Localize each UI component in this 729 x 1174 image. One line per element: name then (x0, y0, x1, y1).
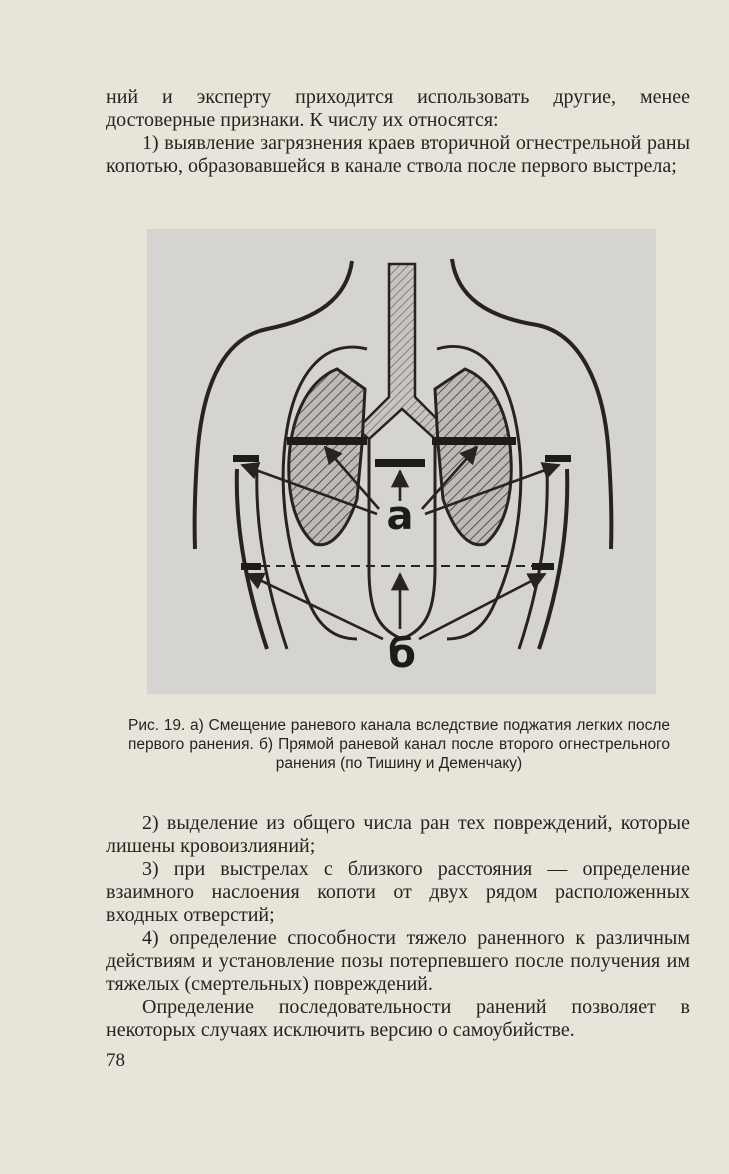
paragraph-item-4: 4) определение способности тяжело раненного к различным действиям и установление позы потерпевшего после получения им тяжелых (смертельных) повреждений. (106, 927, 690, 995)
bottom-text-block (106, 812, 690, 1042)
label-a: а (386, 493, 414, 539)
paragraph-item-3: 3) при выстрелах с близкого расстояния — определение взаимного наслоения копоти от двух рядом расположенных входных отверстий; (106, 858, 690, 926)
paragraph-item-2: 2) выделение из общего числа ран тех повреждений, которые лишены кровоизлияний; (106, 812, 690, 857)
wound-bar-right-wall-b (532, 563, 554, 570)
label-b: б (388, 631, 416, 677)
left-lung (289, 369, 365, 545)
right-chest-wall (539, 469, 567, 649)
top-text-block (106, 86, 690, 178)
wound-bar-right-lung (432, 437, 516, 445)
paragraph-conclusion: Определение последовательности ранений позволяет в некоторых случаях исключить версию о самоубийстве. (106, 996, 690, 1041)
right-inner-wall (519, 469, 547, 649)
figure-caption: Рис. 19. а) Смещение раневого канала вследствие поджатия легких после первого ранения. б) Прямой раневой канал после второго огнестрельного ранения (по Тишину и Деменчаку) (128, 717, 670, 772)
trachea (357, 264, 447, 439)
right-lung (435, 369, 511, 545)
wound-bar-mediastinum (375, 459, 425, 467)
chest-diagram (147, 229, 656, 694)
wound-bar-left-wall-a (233, 455, 259, 462)
paragraph-item-1: 1) выявление загрязнения краев вторичной огнестрельной раны копотью, образовавшейся в канале ствола после первого выстрела; (106, 132, 690, 177)
wound-bar-left-lung (287, 437, 367, 445)
paragraph-continuation: ний и эксперту приходится использовать другие, менее достоверные признаки. К числу их относятся: (106, 86, 690, 131)
wound-bar-left-wall-b (241, 563, 261, 570)
figure-19 (147, 229, 656, 694)
wound-bar-right-wall-a (545, 455, 571, 462)
page-number: 78 (106, 1050, 125, 1071)
